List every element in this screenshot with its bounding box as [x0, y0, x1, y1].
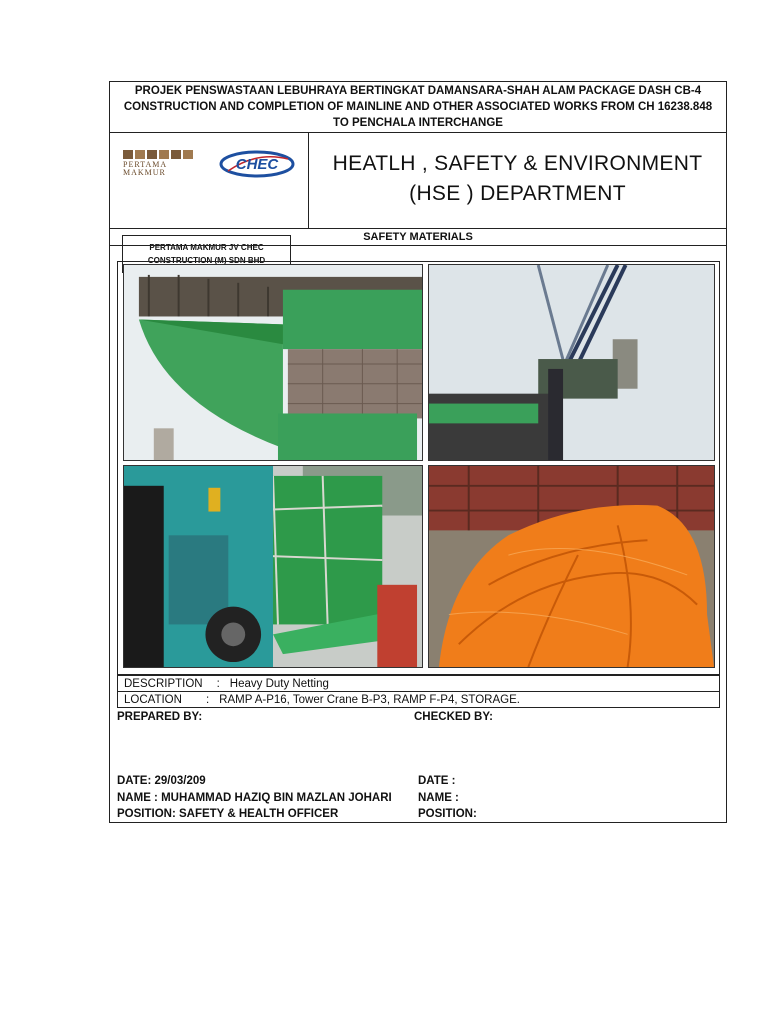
- project-title-line3: TO PENCHALA INTERCHANGE: [333, 117, 503, 129]
- description-separator: :: [216, 678, 220, 690]
- prepared-position: POSITION: SAFETY & HEALTH OFFICER: [117, 808, 339, 820]
- description-row: [117, 675, 720, 692]
- photo-grid: [117, 261, 720, 675]
- prepared-by-label: PREPARED BY:: [117, 711, 203, 723]
- prepared-date: DATE: 29/03/209: [117, 775, 206, 787]
- company-name-line2: CONSTRUCTION (M) SDN BHD: [147, 256, 266, 265]
- department-title-line1: HEATLH , SAFETY & ENVIRONMENT: [332, 152, 703, 175]
- company-name-line1: PERTAMA MAKMUR JV CHEC: [149, 243, 264, 252]
- photo-ramp-netting: [123, 264, 423, 461]
- location-row: [117, 691, 720, 708]
- location-label: LOCATION: [124, 694, 182, 706]
- pm-logo-text-2: MAKMUR: [123, 168, 166, 177]
- location-value: RAMP A-P16, Tower Crane B-P3, RAMP F-P4, STORAGE.: [219, 694, 520, 706]
- description-label: DESCRIPTION: [124, 678, 203, 690]
- photo-crane-truck: [123, 465, 423, 668]
- location-separator: :: [205, 694, 210, 706]
- project-header: [110, 82, 726, 133]
- logo-cell: [110, 133, 309, 265]
- pm-logo-text-1: PERTAMA: [123, 160, 168, 169]
- checked-position: POSITION:: [418, 808, 477, 820]
- photo-orange-netting: [428, 465, 715, 668]
- prepared-name: NAME : MUHAMMAD HAZIQ BIN MAZLAN JOHARI: [117, 792, 392, 804]
- chec-logo-text: CHEC: [235, 156, 279, 173]
- hse-form: [109, 81, 727, 823]
- project-title-line2: CONSTRUCTION AND COMPLETION OF MAINLINE AND OTHER ASSOCIATED WORKS FROM CH 16238.848: [123, 101, 713, 113]
- pertama-makmur-logo: [121, 149, 197, 177]
- department-title-line2: (HSE ) DEPARTMENT: [409, 182, 626, 205]
- checked-by-label: CHECKED BY:: [414, 711, 494, 723]
- photo-tower-crane: [428, 264, 715, 461]
- section-title: SAFETY MATERIALS: [110, 229, 726, 246]
- checked-name: NAME :: [418, 792, 459, 804]
- project-title-line1: PROJEK PENSWASTAAN LEBUHRAYA BERTINGKAT DAMANSARA-SHAH ALAM PACKAGE DASH CB-4: [134, 85, 702, 97]
- description-value: Heavy Duty Netting: [229, 678, 329, 690]
- chec-logo: [218, 149, 296, 179]
- department-title: [309, 133, 726, 229]
- checked-date: DATE :: [418, 775, 456, 787]
